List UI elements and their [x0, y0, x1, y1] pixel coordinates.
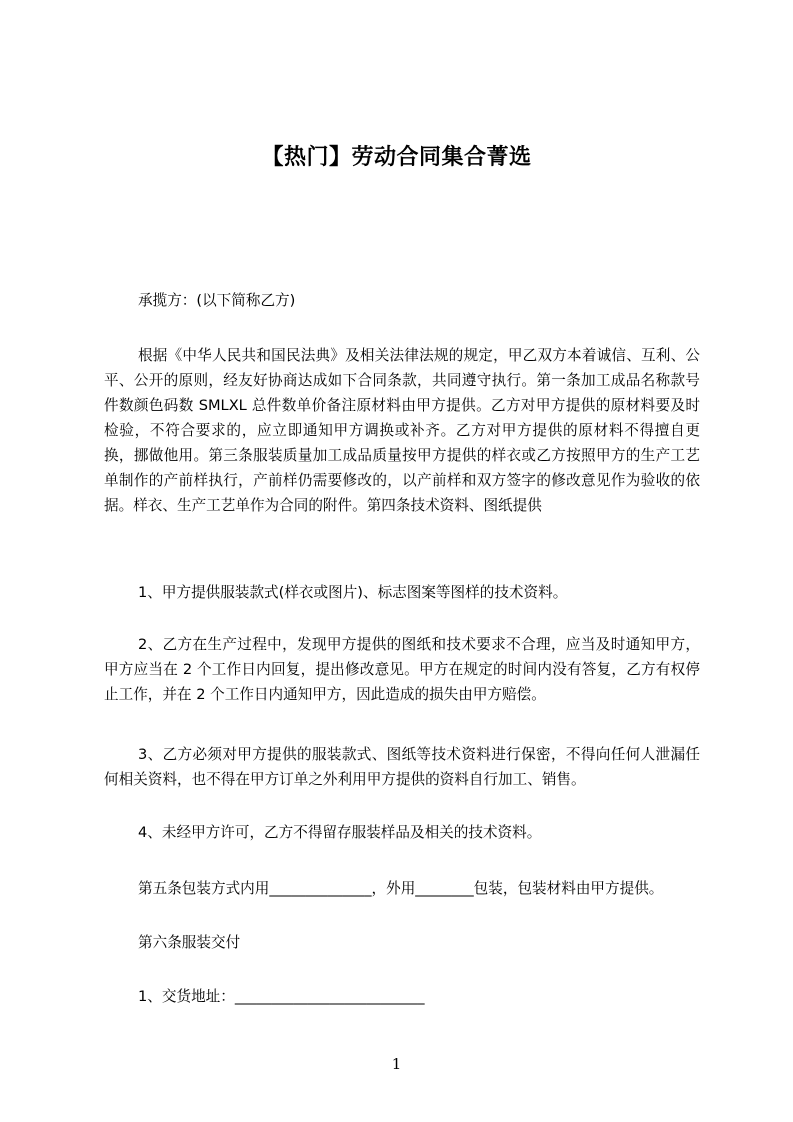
article-5-packaging: 第五条包装方式内用______________，外用________包装，包装材料由甲方提供。 — [138, 880, 664, 897]
clause-3: 3、乙方必须对甲方提供的服装款式、图纸等技术资料进行保密，不得向任何人泄漏任何相关资料，也不得在甲方订单之外利用甲方提供的资料自行加工、销售。 — [104, 746, 700, 788]
delivery-address-line: 1、交货地址：__________________________ — [138, 988, 425, 1005]
intro-paragraph: 根据《中华人民共和国民法典》及相关法律法规的规定，甲乙双方本着诚信、互利、公平、公开的原则，经友好协商达成如下合同条款，共同遵守执行。第一条加工成品名称款号件数颜色码数 SMLXL 总件数单价备注原材料由甲方提供。乙方对甲方提供的原材料要及时检验，不符合要求的，应立即通知甲方调换或补齐。乙方对甲方提供的原材料不得擅自更换，挪做他用。第三条服装质量加工成品质量按甲方提供的样衣或乙方按照甲方的生产工艺单制作的产前样执行，产前样仍需要修改的，以产前样和双方签字的修改意见作为验收的依据。样衣、生产工艺单作为合同的附件。第四条技术资料、图纸提供 — [104, 347, 700, 514]
clause-1: 1、甲方提供服装款式(样衣或图片)、标志图案等图样的技术资料。 — [138, 584, 568, 601]
clause-2: 2、乙方在生产过程中，发现甲方提供的图纸和技术要求不合理，应当及时通知甲方，甲方应当在 2 个工作日内回复，提出修改意见。甲方在规定的时间内没有答复，乙方有权停止工作，并在 2 个工作日内通知甲方，因此造成的损失由甲方赔偿。 — [104, 636, 700, 703]
contractor-line: 承揽方：(以下简称乙方) — [138, 292, 296, 309]
page-number: 1 — [391, 1055, 402, 1073]
clause-4: 4、未经甲方许可，乙方不得留存服装样品及相关的技术资料。 — [138, 824, 542, 841]
document-title: 【热门】劳动合同集合菁选 — [261, 145, 532, 170]
article-6-heading: 第六条服装交付 — [138, 934, 241, 951]
